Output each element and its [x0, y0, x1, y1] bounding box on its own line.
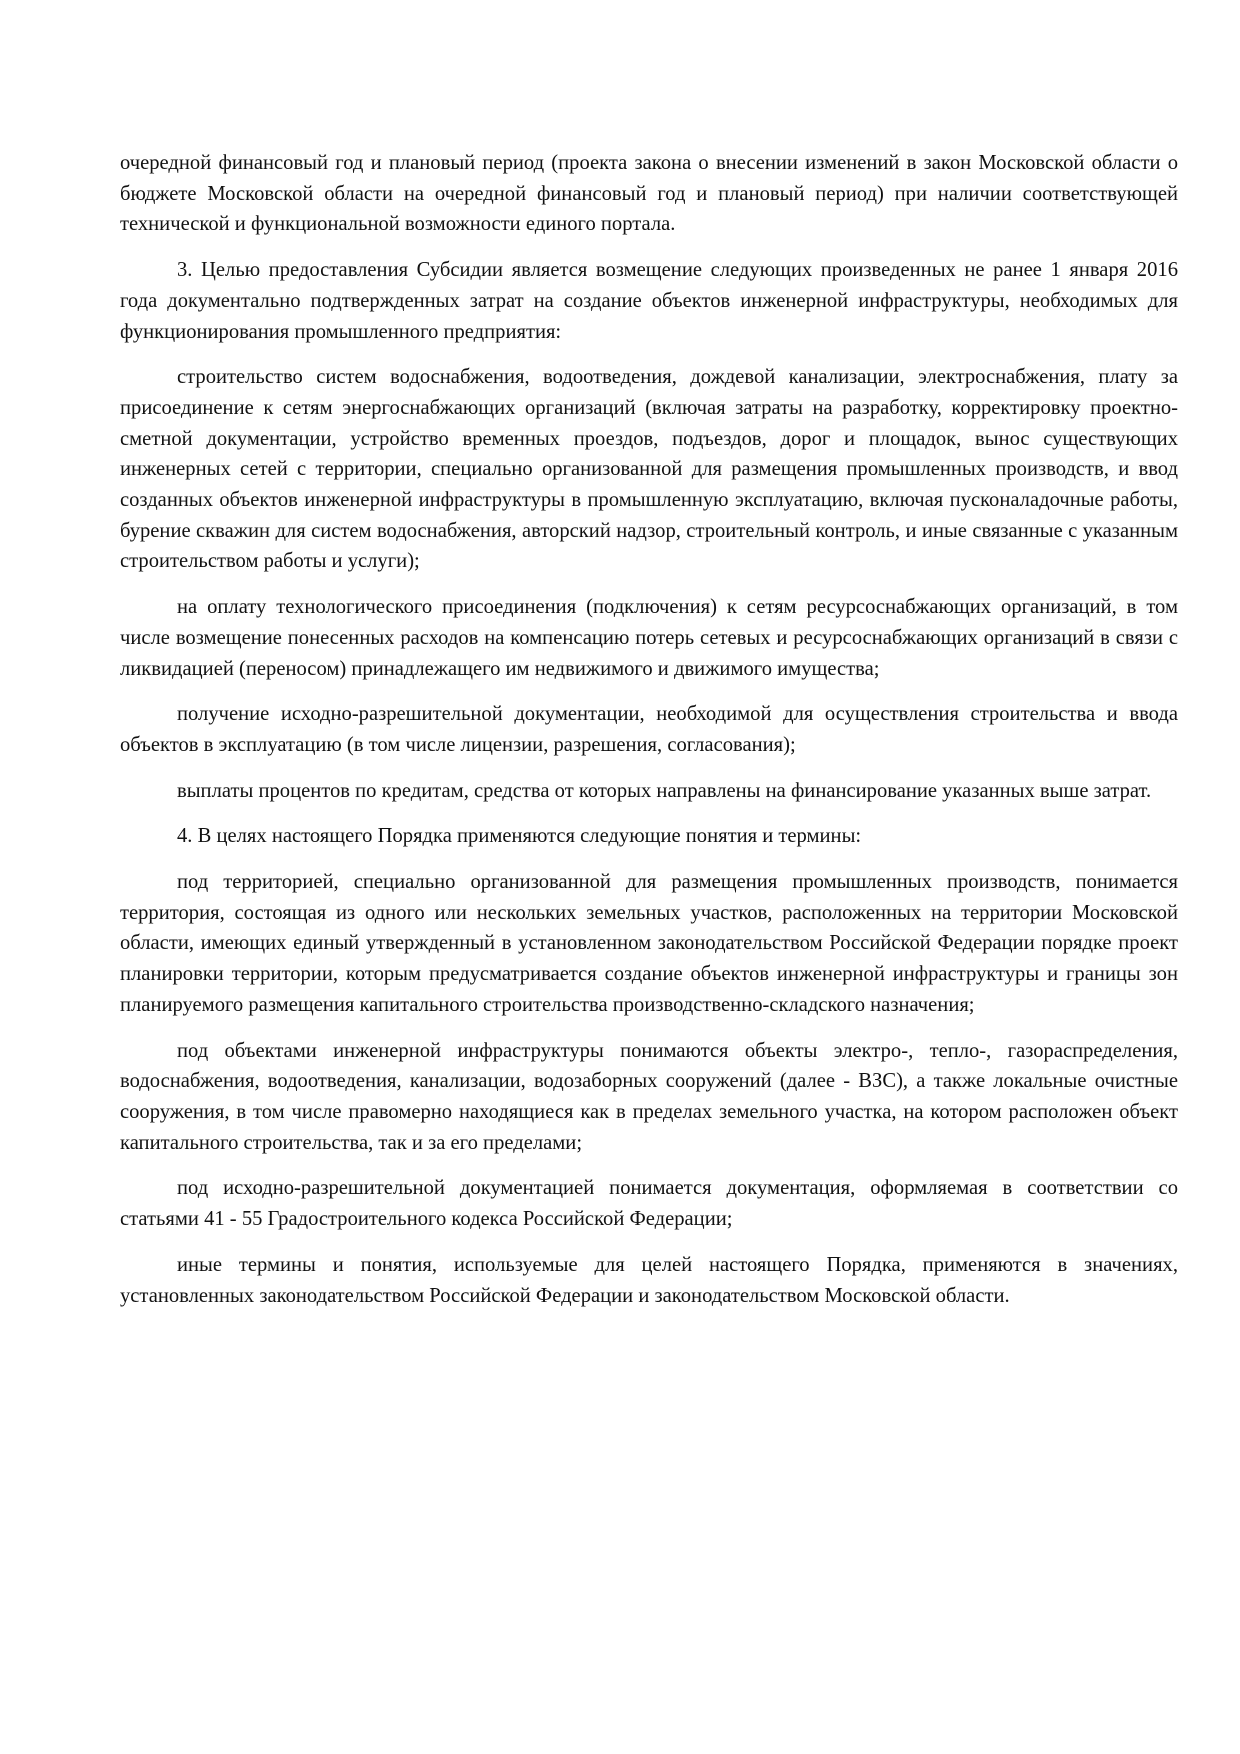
paragraph-item-4: 4. В целях настоящего Порядка применяются следующие понятия и термины: — [177, 825, 862, 848]
paragraph-item-3: 3. Целью предоставления Субсидии является возмещение следующих произведенных не ранее 1 января 2016 года документально подтвержденных затрат на создание объектов инженерной инфраструктуры, необходимых для функционирования промышленного предприятия: — [120, 259, 1178, 343]
paragraph-infrastructure-definition: под объектами инженерной инфраструктуры понимаются объекты электро-, тепло-, газораспределения, водоснабжения, водоотведения, канализации, водозаборных сооружений (далее - ВЗС), а также локальные очистные сооружения, в том числе правомерно находящиеся как в пределах земельного участка, на котором расположен объект капитального строительства, так и за его пределами; — [120, 1039, 1178, 1154]
paragraph-permits: получение исходно-разрешительной документации, необходимой для осуществления строительства и ввода объектов в эксплуатацию (в том числе лицензии, разрешения, согласования); — [120, 703, 1178, 756]
paragraph-construction: строительство систем водоснабжения, водоотведения, дождевой канализации, электроснабжения, плату за присоединение к сетям энергоснабжающих организаций (включая затраты на разработку, корректировку проектно-сметной документации, устройство временных проездов, подъездов, дорог и площадок, вынос существующих инженерных сетей с территории, специально организованной для размещения промышленных производств, и ввод созданных объектов инженерной инфраструктуры в промышленную эксплуатацию, включая пусконаладочные работы, бурение скважин для систем водоснабжения, авторский надзор, строительный контроль, и иные связанные с указанным строительством работы и услуги); — [120, 366, 1178, 573]
paragraph-continuation: очередной финансовый год и плановый период (проекта закона о внесении изменений в закон Московской области о бюджете Московской области на очередной финансовый год и плановый период) при наличии соответствующей технической и функциональной возможности единого портала. — [120, 152, 1178, 236]
document-page — [120, 148, 1178, 1326]
paragraph-territory-definition: под территорией, специально организованной для размещения промышленных производств, понимается территория, состоящая из одного или нескольких земельных участков, расположенных на территории Московской области, имеющих единый утвержденный в установленном законодательством Российской Федерации порядке проект планировки территории, которым предусматривается создание объектов инженерной инфраструктуры и границы зон планируемого размещения капитального строительства производственно-складского назначения; — [120, 871, 1178, 1016]
paragraph-other-terms: иные термины и понятия, используемые для целей настоящего Порядка, применяются в значениях, установленных законодательством Российской Федерации и законодательством Московской области. — [120, 1253, 1178, 1307]
paragraph-connection: на оплату технологического присоединения (подключения) к сетям ресурсоснабжающих организаций, в том числе возмещение понесенных расходов на компенсацию потерь сетевых и ресурсоснабжающих организаций в связи с ликвидацией (переносом) принадлежащего им недвижимого и движимого имущества; — [120, 596, 1178, 680]
paragraph-interest: выплаты процентов по кредитам, средства от которых направлены на финансирование указанных выше затрат. — [177, 779, 1152, 802]
paragraph-documentation-definition: под исходно-разрешительной документацией понимается документация, оформляемая в соответствии со статьями 41 - 55 Градостроительного кодекса Российской Федерации; — [120, 1177, 1178, 1231]
